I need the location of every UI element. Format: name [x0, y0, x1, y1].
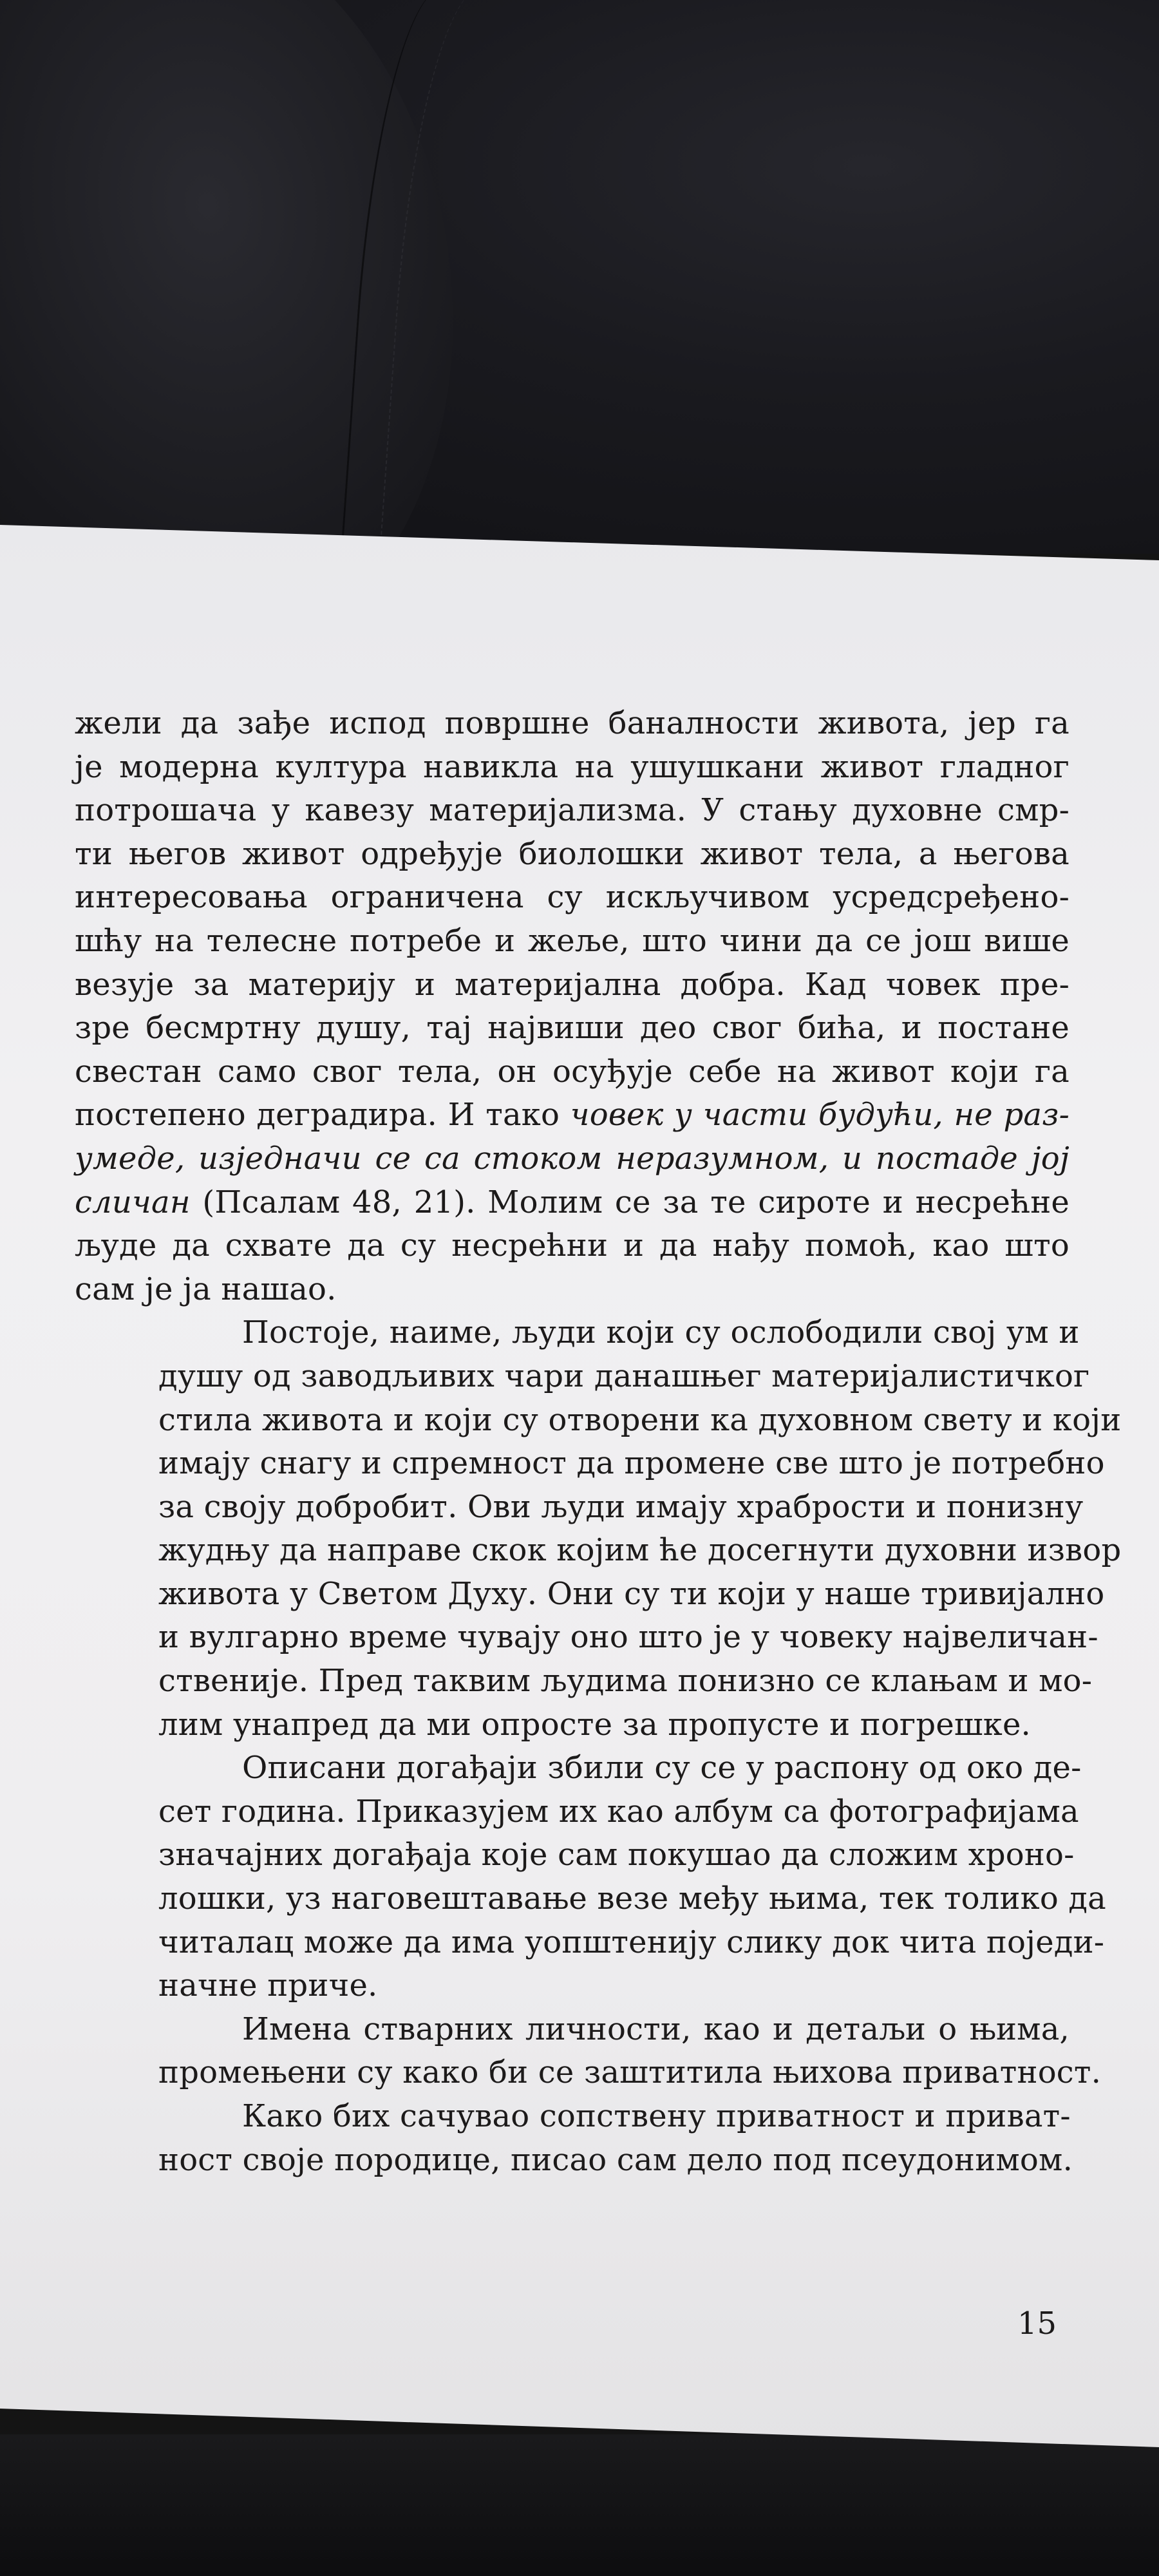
text-line: [75, 1181, 1069, 1225]
text-segment: (Псалам 48, 21). Молим се за те сироте и несрећне: [190, 1184, 1069, 1220]
text-line: [75, 1921, 1105, 1965]
text-segment: имају снагу и спремност да промене све што је потребно: [158, 1445, 1105, 1482]
text-line: [75, 1529, 1122, 1573]
text-line: [75, 1877, 1106, 1921]
text-segment: интересовања ограничена су искључивом усредсређено-: [75, 879, 1069, 916]
paragraph: [75, 702, 1069, 1311]
text-line: [75, 963, 1069, 1007]
text-line: [75, 1964, 1069, 2008]
text-segment: Описани догађаји збили су се у распону од око де-: [242, 1750, 1082, 1786]
text-segment: умеде, изједначи се са стоком неразумном, и постаде јој: [75, 1140, 1069, 1177]
text-segment: и вулгарно време чувају оно што је у човеку највеличан-: [158, 1619, 1098, 1656]
text-segment: промењени су како би се заштитила њихова приватност.: [158, 2054, 1102, 2091]
text-segment: начне приче.: [158, 1967, 378, 2004]
text-segment: сам је ја нашао.: [75, 1271, 337, 1307]
text-segment: човек у части будући, не раз-: [570, 1097, 1070, 1133]
text-segment: ност своје породице, писао сам дело под псеудонимом.: [158, 2141, 1073, 2178]
text-line: [75, 1399, 1122, 1443]
text-line: [75, 1833, 1075, 1877]
text-segment: стила живота и који су отворени ка духовном свету и који: [158, 1401, 1122, 1438]
text-line: [75, 833, 1069, 876]
text-segment: читалац може да има уопштенију слику док чита поједи-: [158, 1924, 1105, 1960]
text-segment: Постоје, наиме, људи који су ослободили свој ум и: [242, 1314, 1080, 1351]
text-segment: шћу на телесне потребе и жеље, што чини да се још више: [75, 922, 1069, 959]
text-segment: сет година. Приказујем их као албум са фотографијама: [158, 1793, 1079, 1830]
text-segment: лошки, уз наговештавање везе међу њима, тек толико да: [158, 1880, 1106, 1917]
text-line: [75, 1311, 1080, 1355]
text-segment: значајних догађаја које сам покушао да сложим хроно-: [158, 1837, 1075, 1873]
text-segment: лим унапред да ми опросте за пропусте и погрешке.: [158, 1706, 1032, 1743]
text-segment: жудњу да направе скок којим ће досегнути духовни извор: [158, 1532, 1122, 1569]
paragraph: [75, 1311, 1122, 1747]
text-line: [75, 1573, 1105, 1616]
text-line: [75, 1660, 1093, 1703]
text-line: [75, 1790, 1079, 1834]
text-line: [75, 876, 1069, 920]
text-line: [75, 746, 1069, 790]
text-line: [75, 1442, 1105, 1486]
text-line: [75, 1486, 1084, 1530]
text-line: [75, 1094, 1069, 1137]
text-line: [75, 1747, 1082, 1790]
text-segment: је модерна култура навикла на ушушкани живот гладног: [75, 748, 1069, 785]
text-segment: за своју добробит. Ови људи имају храбрости и понизну: [158, 1488, 1084, 1525]
text-line: [75, 1268, 1069, 1312]
text-segment: везује за материју и материјална добра. Кад човек пре-: [75, 966, 1069, 1003]
text-segment: ственије. Пред таквим људима понизно се клањам и мо-: [158, 1663, 1093, 1700]
text-segment: Имена стварних личности, као и детаљи о њима,: [242, 2011, 1069, 2047]
text-segment: сличан: [75, 1184, 191, 1220]
text-segment: потрошача у кавезу материјализма. У стању духовне смр-: [75, 792, 1069, 829]
text-segment: свестан само свог тела, он осуђује себе на живот који га: [75, 1053, 1069, 1090]
text-line: [75, 1224, 1069, 1268]
text-line: [75, 2095, 1069, 2139]
text-segment: душу од заводљивих чари данашњег материјалистичког: [158, 1358, 1090, 1394]
text-line: [75, 2008, 1069, 2052]
text-line: [75, 1050, 1069, 1094]
text-line: [75, 1616, 1098, 1660]
bottom-shadow: [0, 2434, 1159, 2576]
text-segment: људе да схвате да су несрећни и да нађу помоћ, као што: [75, 1227, 1069, 1264]
paragraph: [75, 1747, 1106, 2008]
text-line: [75, 789, 1069, 833]
text-segment: зре бесмртну душу, тај највиши део свог бића, и постане: [75, 1010, 1069, 1046]
page-number: 15: [1017, 2306, 1057, 2342]
text-line: [75, 2051, 1102, 2095]
text-line: [75, 2139, 1073, 2183]
text-line: [75, 702, 1069, 746]
text-segment: Како бих сачувао сопствену приватност и приват-: [242, 2098, 1071, 2134]
text-line: [75, 1703, 1069, 1747]
text-line: [75, 1137, 1069, 1181]
text-segment: постепено деградира. И тако: [75, 1097, 570, 1133]
text-segment: живота у Светом Духу. Они су ти који у наше тривијално: [158, 1575, 1105, 1612]
page-body-text: [75, 702, 1122, 2182]
text-line: [75, 1007, 1069, 1050]
paragraph: [75, 2008, 1102, 2095]
text-line: [75, 1355, 1090, 1399]
text-segment: ти његов живот одређује биолошки живот тела, а његова: [75, 835, 1069, 872]
text-line: [75, 920, 1069, 963]
paragraph: [75, 2095, 1073, 2182]
text-segment: жели да зађе испод површне баналности живота, јер га: [75, 705, 1069, 741]
